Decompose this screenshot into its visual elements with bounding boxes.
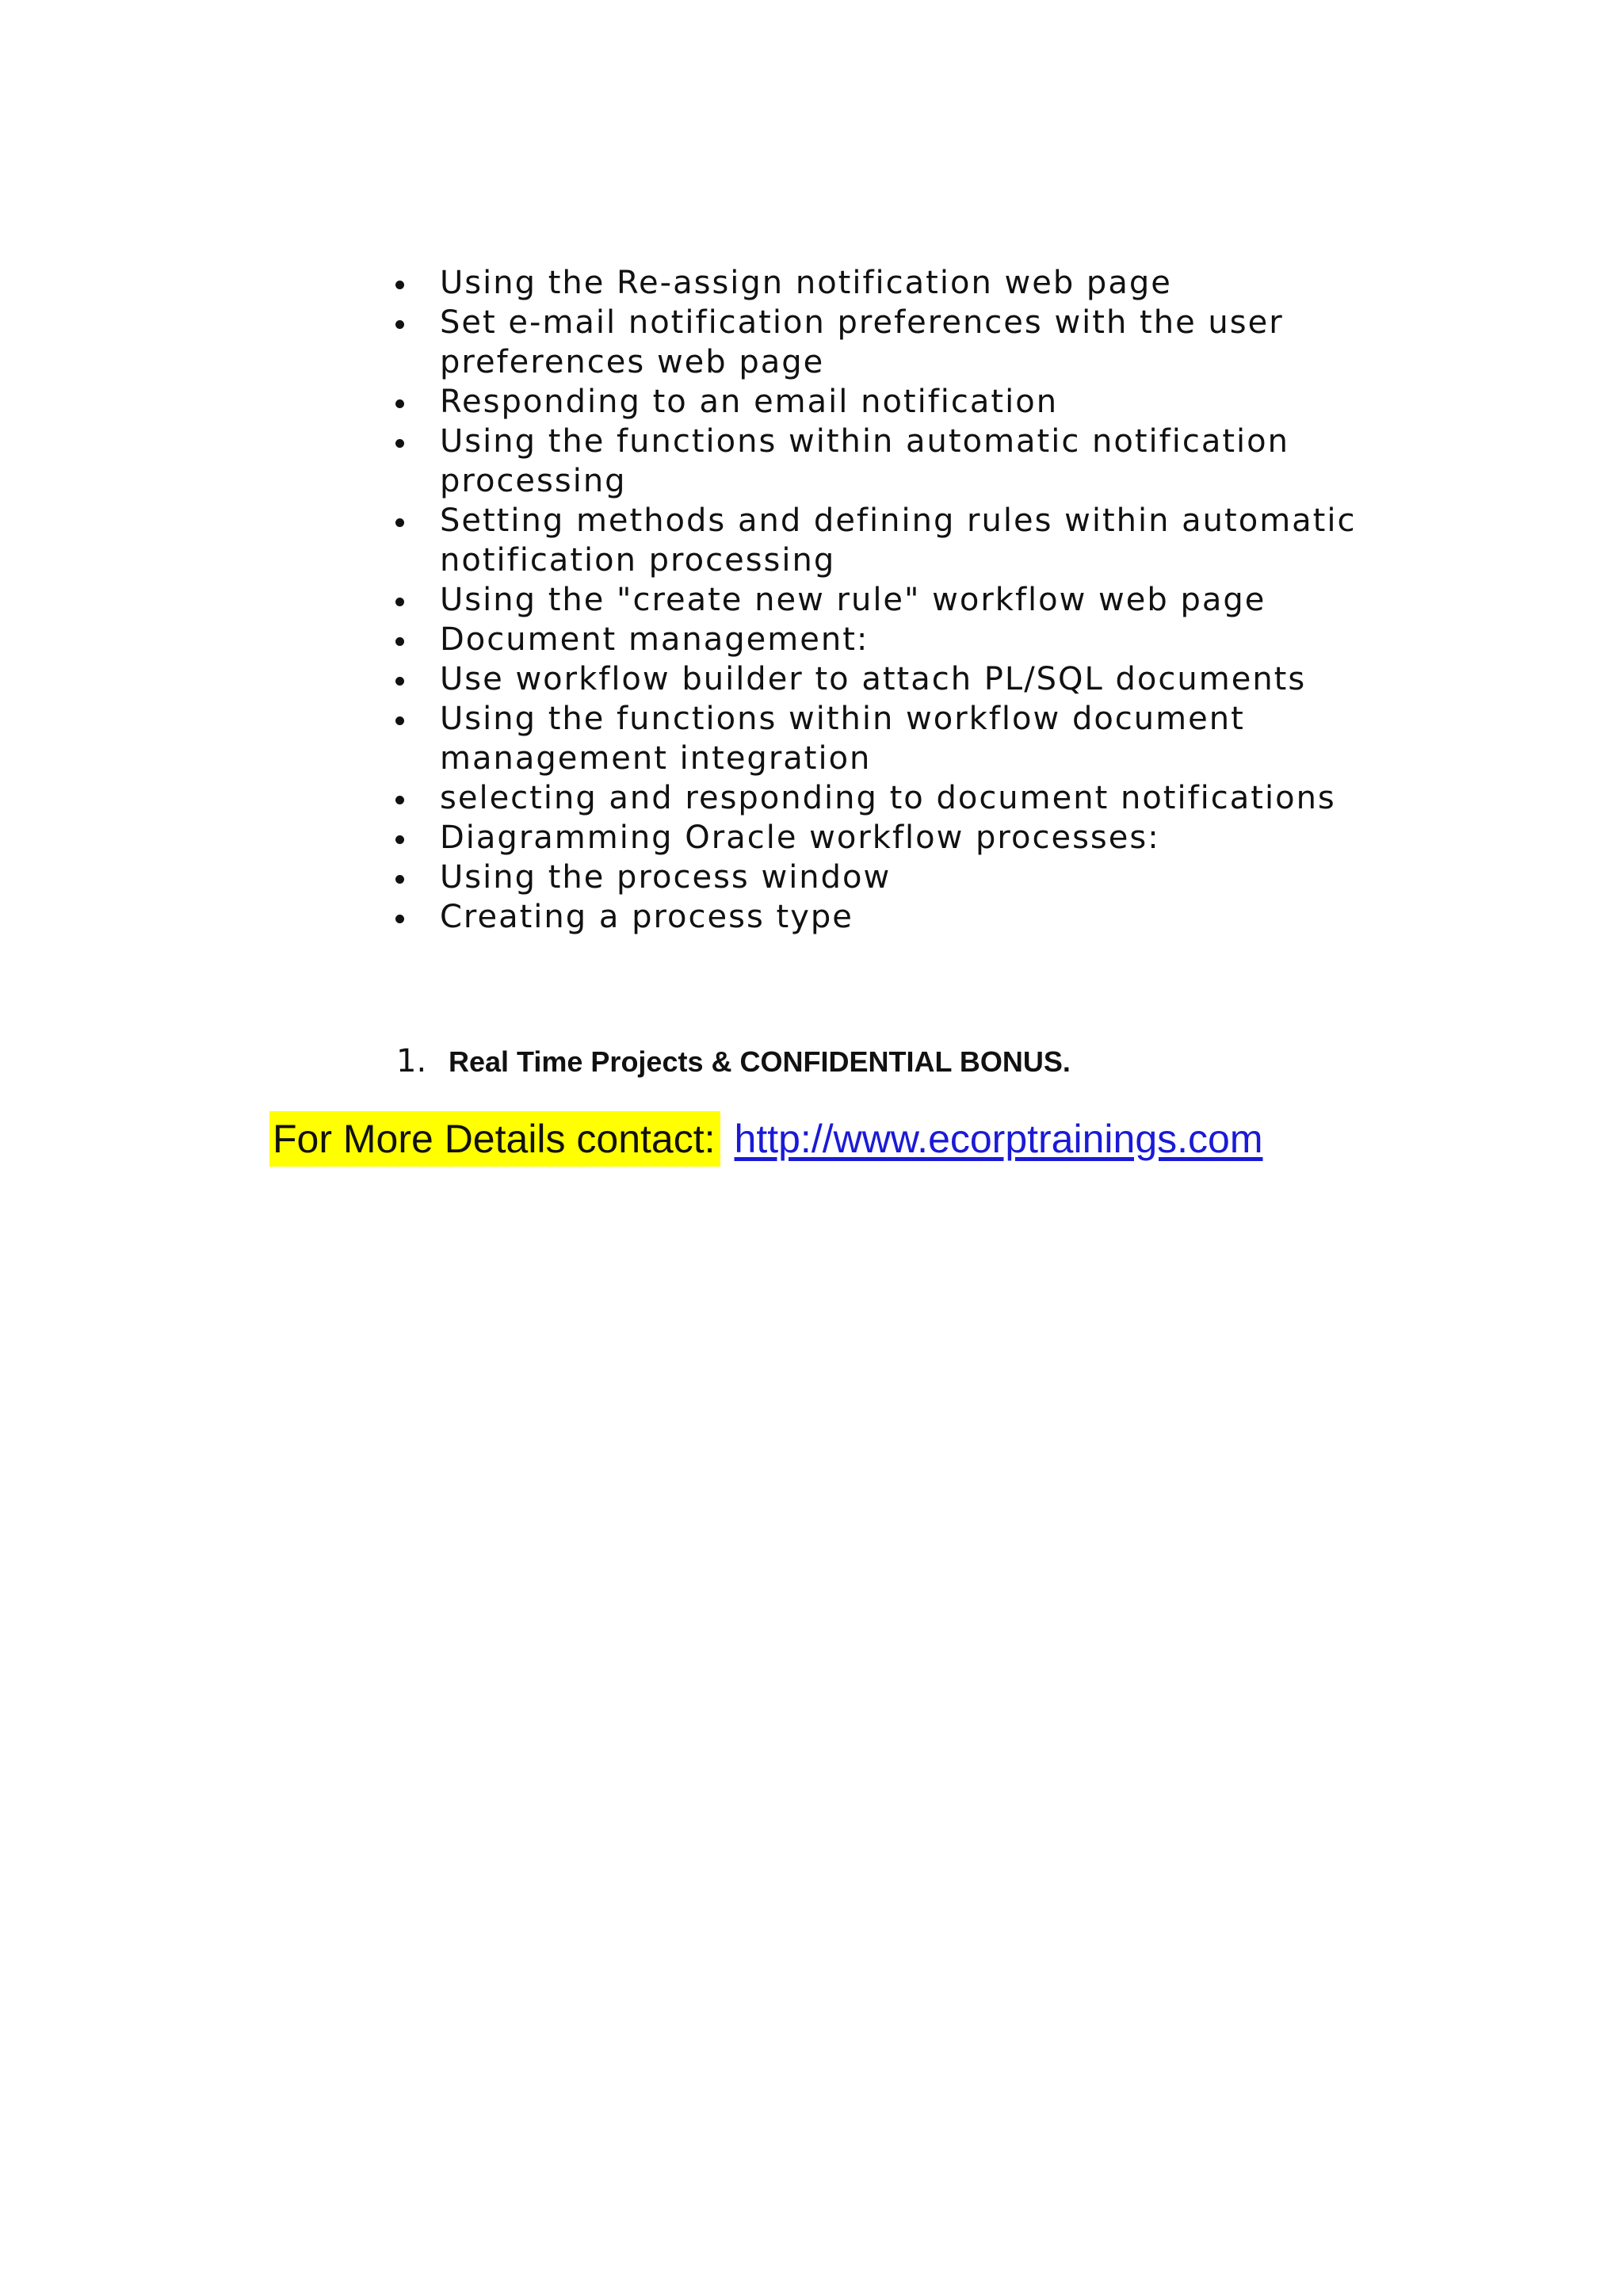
list-item <box>386 778 1377 818</box>
list-item <box>386 659 1377 699</box>
numbered-item <box>396 1043 1071 1079</box>
topic-bullet-list <box>386 263 1377 937</box>
bullet-icon <box>395 677 404 686</box>
contact-label: For More Details contact: <box>269 1111 720 1167</box>
list-item-text: Using the Re-assign notification web page <box>440 265 1172 301</box>
list-item <box>386 699 1377 778</box>
bullet-icon <box>395 835 404 844</box>
list-item <box>386 263 1377 303</box>
bullet-icon <box>395 716 404 725</box>
list-item <box>386 580 1377 620</box>
list-item <box>386 818 1377 858</box>
list-item-text: Using the "create new rule" workflow web page <box>440 582 1266 618</box>
website-link[interactable]: http://www.ecorptrainings.com <box>734 1117 1263 1161</box>
list-item-text: Setting methods and defining rules within automatic notification processing <box>440 502 1357 579</box>
list-item-text: Document management: <box>440 621 869 658</box>
bullet-icon <box>395 598 404 606</box>
list-item <box>386 620 1377 659</box>
bullet-icon <box>395 796 404 804</box>
bullet-icon <box>395 875 404 884</box>
list-item <box>386 422 1377 501</box>
list-item-text: Using the process window <box>440 859 892 896</box>
contact-line <box>269 1111 1262 1167</box>
list-item-text: Set e-mail notification preferences with the user preferences web page <box>440 304 1284 380</box>
bullet-icon <box>395 518 404 527</box>
list-item <box>386 897 1377 937</box>
bullet-icon <box>395 399 404 408</box>
list-item-text: Using the functions within automatic notification processing <box>440 423 1289 499</box>
bullet-icon <box>395 281 404 289</box>
bullet-icon <box>395 637 404 646</box>
list-item-text: Use workflow builder to attach PL/SQL documents <box>440 661 1307 697</box>
bullet-icon <box>395 320 404 329</box>
bullet-icon <box>395 439 404 448</box>
list-item <box>386 858 1377 897</box>
bullet-icon <box>395 915 404 923</box>
list-item <box>386 303 1377 382</box>
list-item-text: Diagramming Oracle workflow processes: <box>440 819 1160 856</box>
list-item-text: Responding to an email notification <box>440 384 1059 420</box>
item-text: Real Time Projects & CONFIDENTIAL BONUS. <box>449 1045 1071 1078</box>
list-item-text: Using the functions within workflow document management integration <box>440 701 1245 777</box>
list-item <box>386 382 1377 422</box>
list-item <box>386 501 1377 580</box>
list-item-text: Creating a process type <box>440 899 854 935</box>
item-number: 1. <box>396 1043 427 1079</box>
list-item-text: selecting and responding to document notifications <box>440 780 1336 816</box>
